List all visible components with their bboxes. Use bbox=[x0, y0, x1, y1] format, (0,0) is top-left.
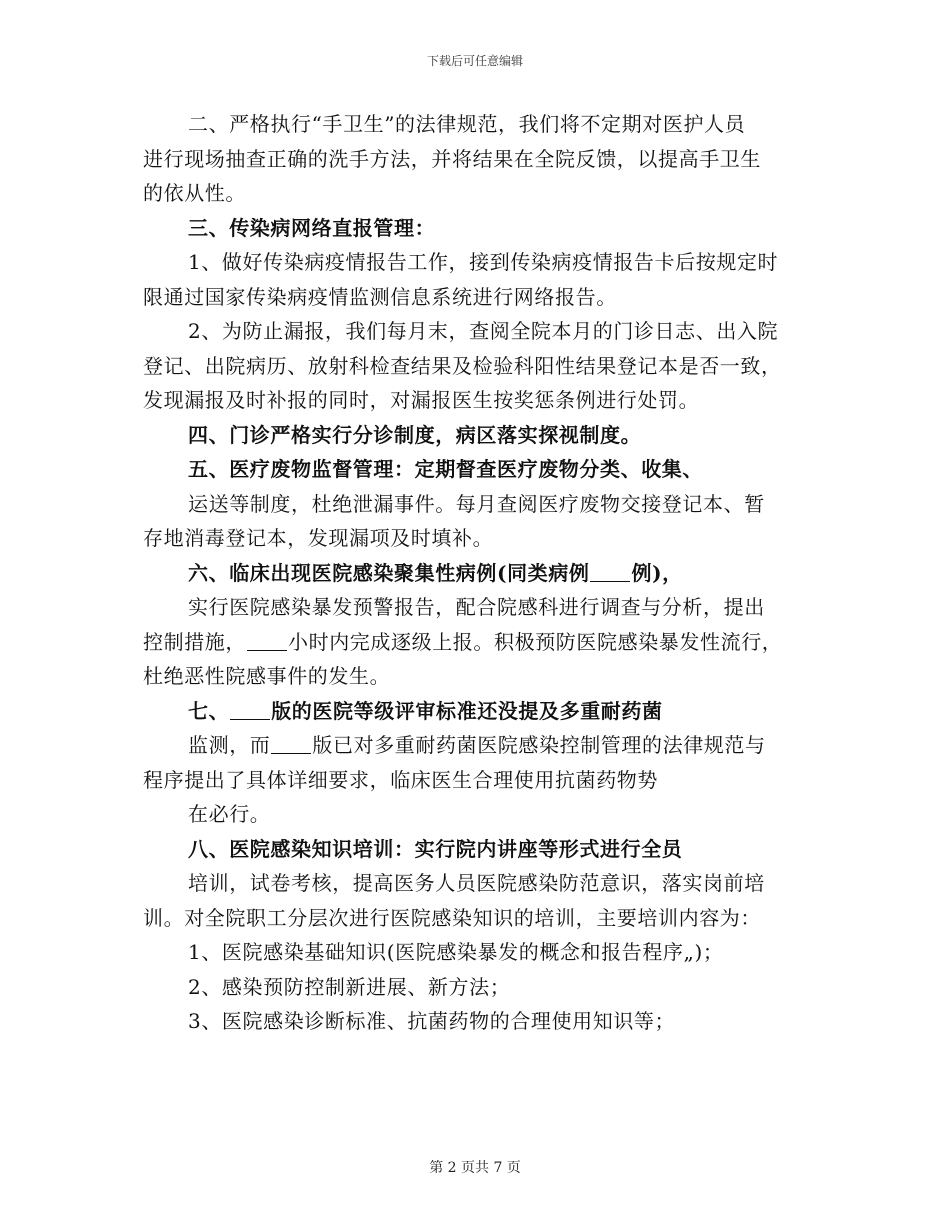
text-segment: 训。对全院职工分层次进行医院感染知识的培训，主要培训内容为： bbox=[143, 905, 761, 930]
text-line bbox=[143, 418, 803, 453]
text-segment: 八、医院感染知识培训：实行院内讲座等形式进行全员 bbox=[188, 836, 683, 861]
text-segment: 杜绝恶性院感事件的发生。 bbox=[143, 664, 391, 688]
page-footer: 第 2 页共 7 页 bbox=[429, 1160, 521, 1176]
text-line bbox=[143, 176, 803, 211]
text-line bbox=[143, 935, 803, 970]
text-line bbox=[143, 383, 803, 418]
text-line bbox=[143, 487, 803, 522]
text-line bbox=[143, 521, 803, 556]
text-segment: 版已对多重耐药菌医院感染控制管理的法律规范与 bbox=[312, 733, 766, 757]
fill-in-blank bbox=[247, 628, 287, 651]
page-header: 下载后可任意编辑 bbox=[426, 54, 523, 68]
text-segment: 3、医院感染诊断标准、抗菌药物的合理使用知识等； bbox=[188, 1009, 676, 1033]
text-line bbox=[143, 107, 803, 142]
text-segment: 例)， bbox=[631, 560, 683, 585]
text-line bbox=[143, 556, 803, 591]
text-segment: 培训，试卷考核，提高医务人员医院感染防范意识，落实岗前培 bbox=[188, 871, 765, 895]
text-line bbox=[143, 694, 803, 729]
text-line bbox=[143, 590, 803, 625]
text-segment: 三、传染病网络直报管理： bbox=[188, 215, 436, 240]
text-line bbox=[143, 659, 803, 694]
text-segment: 在必行。 bbox=[188, 802, 271, 826]
text-line bbox=[143, 866, 803, 901]
fill-in-blank bbox=[590, 559, 630, 582]
fill-in-blank bbox=[230, 697, 270, 720]
text-line bbox=[143, 728, 803, 763]
text-segment: 控制措施， bbox=[143, 629, 246, 654]
text-segment: 四、门诊严格实行分诊制度，病区落实探视制度。 bbox=[188, 422, 642, 447]
text-segment: 六、临床出现医院感染聚集性病例(同类病例 bbox=[188, 560, 590, 585]
text-line bbox=[143, 314, 803, 349]
text-segment: 2、感染预防控制新进展、新方法； bbox=[188, 974, 511, 999]
text-segment: 七、 bbox=[188, 698, 230, 723]
text-segment: 进行现场抽查正确的洗手方法，并将结果在全院反馈，以提高手卫生 bbox=[143, 146, 761, 171]
text-segment: 1、做好传染病疫情报告工作，接到传染病疫情报告卡后按规定时 bbox=[188, 250, 779, 274]
document-body bbox=[143, 107, 803, 1039]
text-segment: 五、医疗废物监督管理：定期督查医疗废物分类、收集、 bbox=[188, 457, 703, 481]
text-segment: 发现漏报及时补报的同时，对漏报医生按奖惩条例进行处罚。 bbox=[143, 388, 700, 412]
text-line bbox=[143, 211, 803, 246]
text-line bbox=[143, 280, 803, 315]
text-segment: 二、严格执行“手卫生”的法律规范，我们将不定期对医护人员 bbox=[188, 112, 746, 136]
text-line bbox=[143, 970, 803, 1005]
text-segment: 小时内完成逐级上报。积极预防医院感染暴发性流行， bbox=[288, 629, 783, 654]
text-line bbox=[143, 797, 803, 832]
text-line bbox=[143, 832, 803, 867]
text-line bbox=[143, 1004, 803, 1039]
text-segment: 监测，而 bbox=[188, 733, 271, 757]
text-line bbox=[143, 452, 803, 487]
text-line bbox=[143, 625, 803, 660]
text-line bbox=[143, 763, 803, 798]
text-line bbox=[143, 349, 803, 384]
text-segment: 2、为防止漏报，我们每月末，查阅全院本月的门诊日志、出入院 bbox=[188, 319, 779, 343]
fill-in-blank bbox=[271, 731, 311, 754]
text-segment: 的依从性。 bbox=[143, 181, 246, 205]
text-line bbox=[143, 142, 803, 177]
text-segment: 版的医院等级评审标准还没提及多重耐药菌 bbox=[271, 698, 663, 723]
text-segment: 程序提出了具体详细要求，临床医生合理使用抗菌药物势 bbox=[143, 767, 658, 792]
text-line bbox=[143, 901, 803, 936]
text-segment: 实行医院感染暴发预警报告，配合院感科进行调查与分析，提出 bbox=[188, 595, 765, 619]
text-segment: 1、医院感染基础知识(医院感染暴发的概念和报告程序„)； bbox=[188, 940, 724, 964]
text-segment: 登记、出院病历、放射科检查结果及检验科阳性结果登记本是否一致， bbox=[143, 353, 782, 378]
text-segment: 运送等制度，杜绝泄漏事件。每月查阅医疗废物交接登记本、暂 bbox=[188, 491, 765, 516]
text-segment: 限通过国家传染病疫情监测信息系统进行网络报告。 bbox=[143, 284, 617, 309]
text-line bbox=[143, 245, 803, 280]
text-segment: 存地消毒登记本，发现漏项及时填补。 bbox=[143, 526, 494, 550]
